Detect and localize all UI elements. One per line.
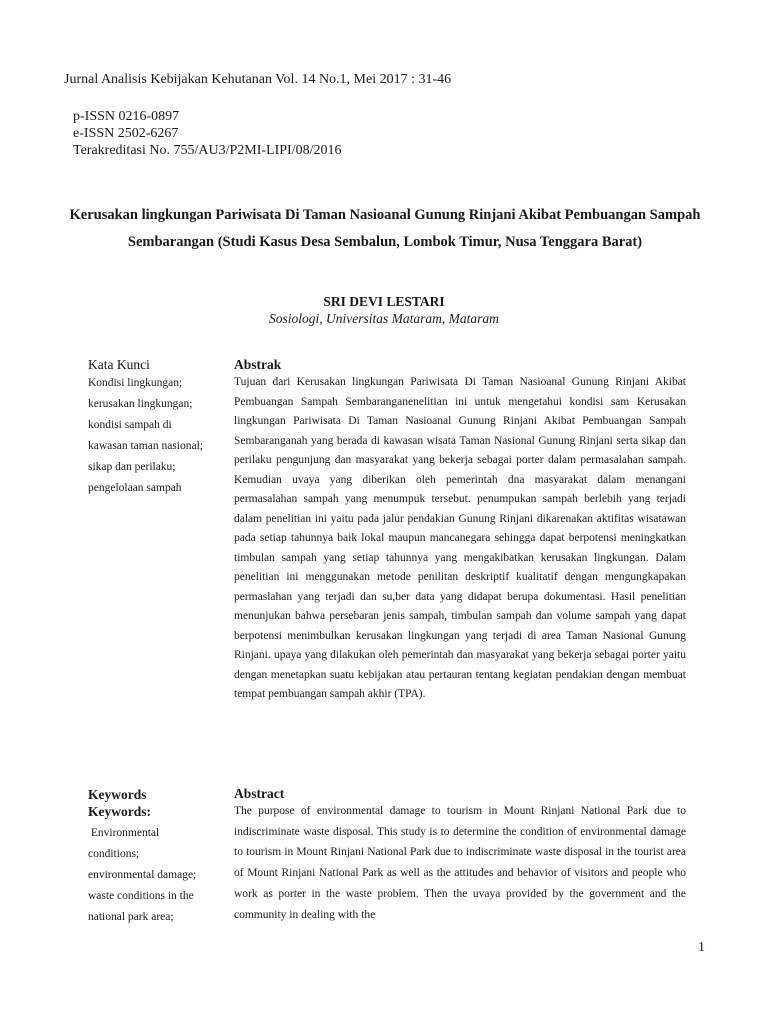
accreditation: Terakreditasi No. 755/AU3/P2MI-LIPI/08/2016 xyxy=(73,143,342,158)
page-number: 1 xyxy=(698,940,705,955)
keyword-item: environmental damage; xyxy=(88,869,197,881)
e-issn: e-ISSN 2502-6267 xyxy=(73,126,179,141)
keyword-item: sikap dan perilaku; xyxy=(88,461,176,473)
abstrak-text: Tujuan dari Kerusakan lingkungan Pariwisata Di Taman Nasioanal Gunung Rinjani Akibat Pembuangan Sampah Sembaranganenelitian ini untuk mengetahui kondisi sam Kerusakan lingkungan Pariwisata Di Taman Nasioanal Gunung Rinjani Akibat Pembuangan Sampah Sembaranganah yang berada di kawasan wisata Taman Nasional Gunung Rinjani serta sikap dan perilaku pengunjung dan masyarakat yang bekerja sebagai porter dalam permasalahan sampah. Kemudian uvaya yang diberikan oleh pemerintah dna masyarakat dalam menangani permasalahan sampah yang menumpuk tersebut. penumpukan sampah berlebih yang terjadi dalam penelitian ini yaitu pada jalur pendakian Gunung Rinjani dikarenakan aktifitas wisatawan pada setiap tahunnya baik lokal maupun mancanegara sehingga dapat berpotensi meningkatkan timbulan sampah yang setiap tahunnya yang mengakibatkan kerusakan lingkungan. Dalam penelitian ini menggunakan metode penilitan deskriptif kualitatif dengan mengungkapakan permaslahan yang terjadi dan su,ber data yang didapat berupa dokumentasi. Hasil penelitian menunjukan bahwa persebaran jenis sampah, timbulan sampah dan volume sampah yang dapat berpotensi menimbulkan kerusakan lingkungan yang terjadi di area Taman Nasional Gunung Rinjani. upaya yang dilakukan oleh pemerintah dan masyarakat yang bekerja sebagai porter yaitu dengan menetapkan suatu kebijakan atau pertauran tentang kegiatan pendakian dengan membuat tempat pembuangan sampah akhir (TPA). xyxy=(234,376,686,700)
kata-kunci-list xyxy=(88,373,228,499)
keywords-heading: Keywords xyxy=(88,787,147,802)
author-affiliation: Sosiologi, Universitas Mataram, Mataram xyxy=(269,311,499,326)
abstract-text: The purpose of environmental damage to tourism in Mount Rinjani National Park due to indiscriminate waste disposal. This study is to determine the condition of environmental damage to tourism in Mount Rinjani National Park due to indiscriminate waste disposal in the tourist area of Mount Rinjani National Park as well as the attitudes and behavior of visitors and people who work as porter in the waste problem. Then the uvaya provided by the government and the community in dealing with the xyxy=(234,805,686,921)
abstrak-heading: Abstrak xyxy=(234,357,282,372)
keyword-item: kawasan taman nasional; xyxy=(88,440,203,452)
keyword-item: conditions; xyxy=(88,848,140,860)
paper-title: Kerusakan lingkungan Pariwisata Di Taman Nasioanal Gunung Rinjani Akibat Pembuangan Sampah Sembarangan (Studi Kasus Desa Sembalun, Lombok Timur, Nusa Tenggara Barat) xyxy=(69,207,701,250)
keyword-item: kondisi sampah di xyxy=(88,419,172,431)
keyword-item: Environmental xyxy=(88,827,160,839)
keyword-item: national park area; xyxy=(88,911,174,923)
kata-kunci-heading: Kata Kunci xyxy=(88,357,150,372)
keyword-item: Kondisi lingkungan; xyxy=(88,377,183,389)
p-issn: p-ISSN 0216-0897 xyxy=(73,109,180,124)
author-name: SRI DEVI LESTARI xyxy=(323,294,445,309)
keyword-item: kerusakan lingkungan; xyxy=(88,398,193,410)
keyword-item: pengelolaan sampah xyxy=(88,482,182,494)
abstract-heading: Abstract xyxy=(234,786,285,801)
journal-line: Jurnal Analisis Kebijakan Kehutanan Vol. 14 No.1, Mei 2017 : 31-46 xyxy=(64,72,452,87)
keywords-list xyxy=(88,823,228,928)
keywords-heading-colon: Keywords: xyxy=(88,804,151,819)
keyword-item: waste conditions in the xyxy=(88,890,194,902)
